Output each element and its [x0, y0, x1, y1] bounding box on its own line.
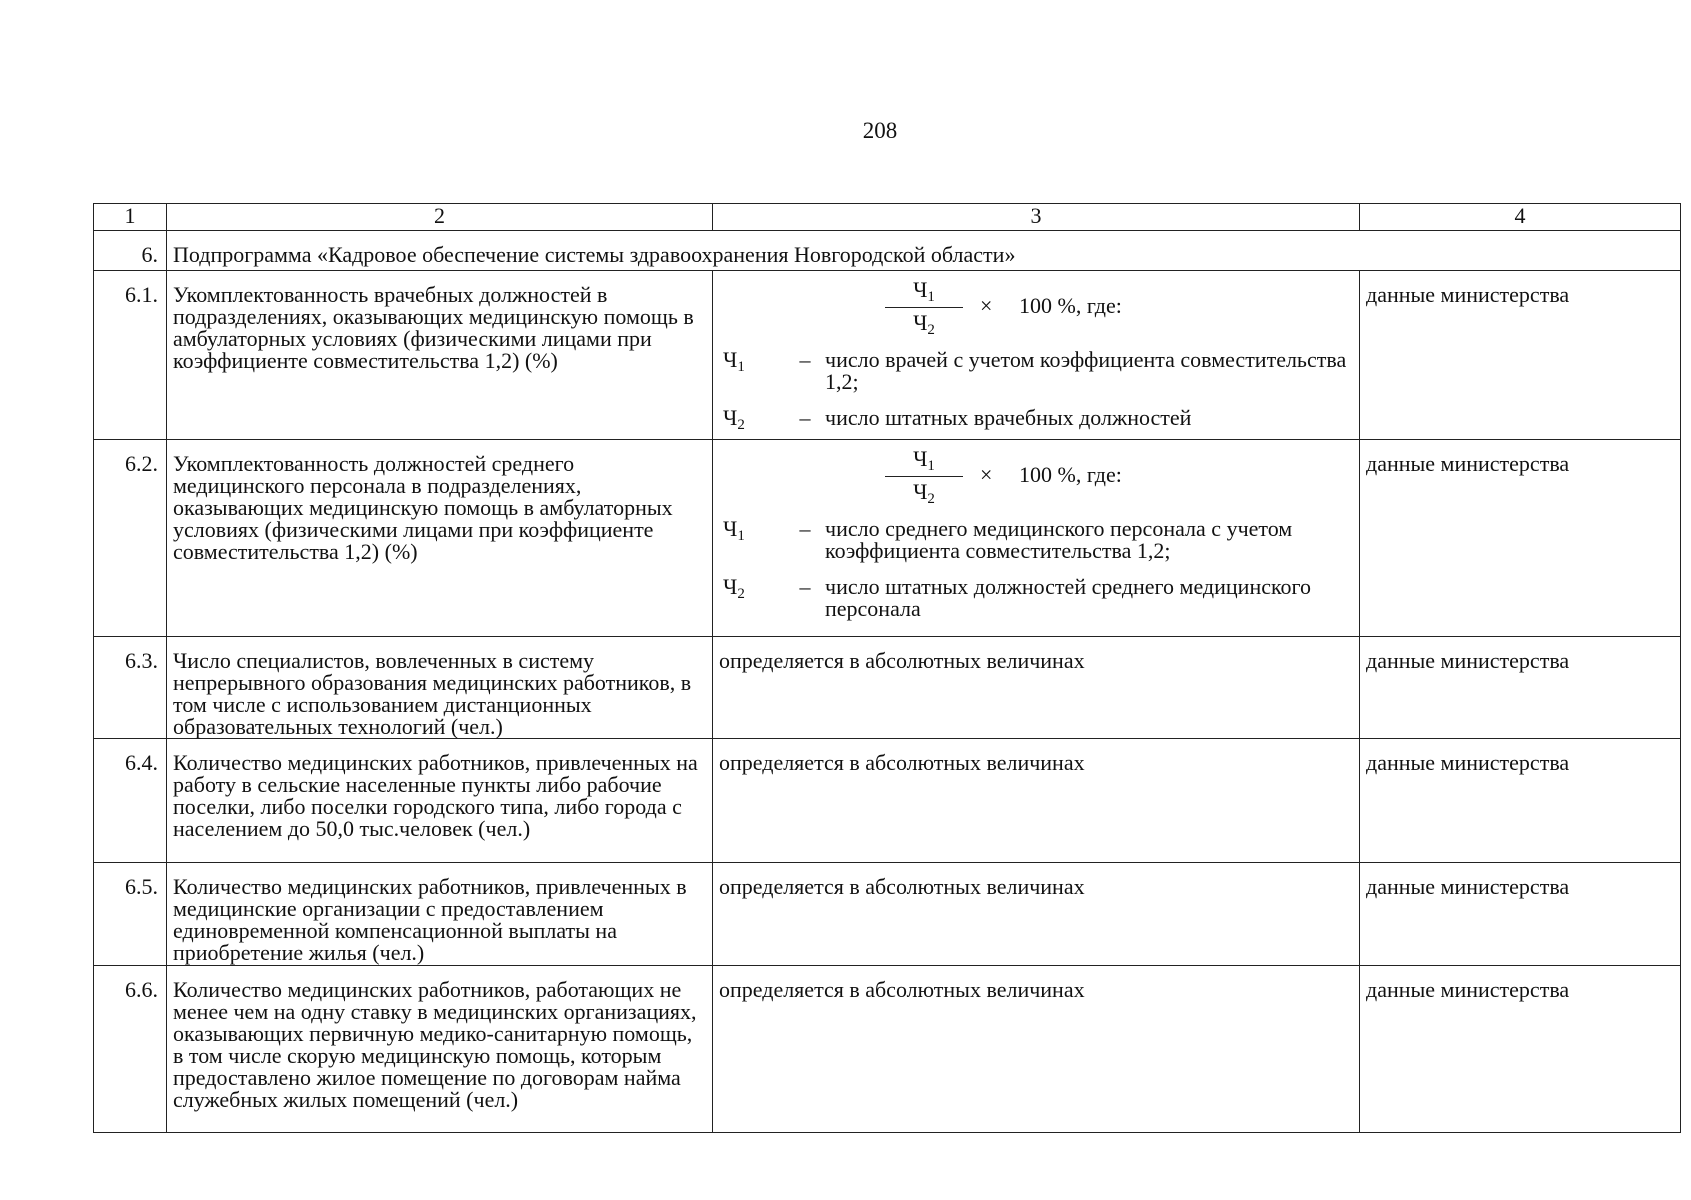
calculation-method: определяется в абсолютных величинах [713, 863, 1360, 966]
indicator-name: Количество медицинских работников, привлеченных на работу в сельские населенные пункты либо рабочие поселки, либо поселки городского типа, либо города с населением до 50,0 тыс.человек (чел.) [167, 739, 713, 863]
formula-tail: 100 %, где: [1019, 462, 1122, 487]
fraction-bar [885, 476, 963, 477]
table-row [94, 440, 1681, 637]
variable-legend [713, 347, 1359, 433]
calculation-method [713, 440, 1360, 637]
indicator-name: Укомплектованность врачебных должностей в подразделениях, оказывающих медицинскую помощь в амбулаторных условиях (физическими лицами при коэффициенте совместительства 1,2) (%) [167, 271, 713, 440]
indicator-name: Количество медицинских работников, работающих не менее чем на одну ставку в медицинских организациях, оказывающих первичную медико-санитарную помощь, в том числе скорую медицинскую помощь, которым предоставлено жилое помещение по договорам найма служебных жилых помещений (чел.) [167, 966, 713, 1133]
variable-definition: $Ч_1$ – число среднего медицинского персонала с учетом коэффициента совместительства 1,2; [723, 518, 1353, 562]
numerator: $Ч_1$ [913, 446, 935, 474]
numerator: $Ч_1$ [913, 277, 935, 305]
variable-symbol: $Ч_1$ [723, 516, 745, 544]
table-row [94, 739, 1681, 863]
variable-definition: $Ч_2$ – число штатных врачебных должностей [723, 407, 1353, 429]
fraction-bar [885, 307, 963, 308]
section-title: Подпрограмма «Кадровое обеспечение системы здравоохранения Новгородской области» [167, 231, 1681, 271]
variable-definition: $Ч_1$ – число врачей с учетом коэффициента совместительства 1,2; [723, 349, 1353, 393]
fraction [885, 446, 963, 507]
calculation-method: определяется в абсолютных величинах [713, 739, 1360, 863]
row-number: 6.5. [94, 863, 167, 966]
data-source: данные министерства [1360, 637, 1681, 739]
data-source: данные министерства [1360, 440, 1681, 637]
row-number: 6.6. [94, 966, 167, 1133]
denominator: $Ч_2$ [913, 310, 935, 338]
variable-description: число среднего медицинского персонала с учетом коэффициента совместительства 1,2; [825, 516, 1293, 563]
variable-symbol: $Ч_2$ [723, 574, 745, 602]
variable-symbol: $Ч_1$ [723, 347, 745, 375]
table-row [94, 637, 1681, 739]
fraction [885, 277, 963, 338]
indicators-table [93, 203, 1681, 1133]
data-source: данные министерства [1360, 739, 1681, 863]
data-source: данные министерства [1360, 271, 1681, 440]
multiply-sign: × [980, 462, 993, 487]
row-number: 6.2. [94, 440, 167, 637]
column-number: 3 [713, 204, 1360, 231]
data-source: данные министерства [1360, 863, 1681, 966]
data-source: данные министерства [1360, 966, 1681, 1133]
formula [713, 448, 1359, 510]
row-number: 6.3. [94, 637, 167, 739]
table-row [94, 271, 1681, 440]
indicator-name: Число специалистов, вовлеченных в систему непрерывного образования медицинских работников, в том числе с использованием дистанционных образовательных технологий (чел.) [167, 637, 713, 739]
table-row [94, 863, 1681, 966]
column-number: 1 [94, 204, 167, 231]
column-number: 4 [1360, 204, 1681, 231]
row-number: 6.4. [94, 739, 167, 863]
table-row [94, 966, 1681, 1133]
calculation-method: определяется в абсолютных величинах [713, 966, 1360, 1133]
section-row [94, 231, 1681, 271]
variable-definition: $Ч_2$ – число штатных должностей среднего медицинского персонала [723, 576, 1353, 620]
section-number: 6. [94, 231, 167, 271]
variable-legend [713, 518, 1359, 620]
calculation-method: определяется в абсолютных величинах [713, 637, 1360, 739]
page-number: 208 [862, 118, 898, 143]
denominator: $Ч_2$ [913, 479, 935, 507]
formula-tail: 100 %, где: [1019, 293, 1122, 318]
variable-description: число штатных врачебных должностей [825, 405, 1192, 430]
column-number: 2 [167, 204, 713, 231]
variable-description: число врачей с учетом коэффициента совместительства 1,2; [825, 347, 1347, 394]
column-number-row [94, 204, 1681, 231]
indicator-name: Укомплектованность должностей среднего медицинского персонала в подразделениях, оказывающих медицинскую помощь в амбулаторных условиях (физическими лицами при коэффициенте совместительства 1,2) (%) [167, 440, 713, 637]
row-number: 6.1. [94, 271, 167, 440]
calculation-method [713, 271, 1360, 440]
formula [713, 279, 1359, 341]
indicator-name: Количество медицинских работников, привлеченных в медицинские организации с предоставлением единовременной компенсационной выплаты на приобретение жилья (чел.) [167, 863, 713, 966]
variable-symbol: $Ч_2$ [723, 405, 745, 433]
multiply-sign: × [980, 293, 993, 318]
variable-description: число штатных должностей среднего медицинского персонала [825, 574, 1312, 621]
